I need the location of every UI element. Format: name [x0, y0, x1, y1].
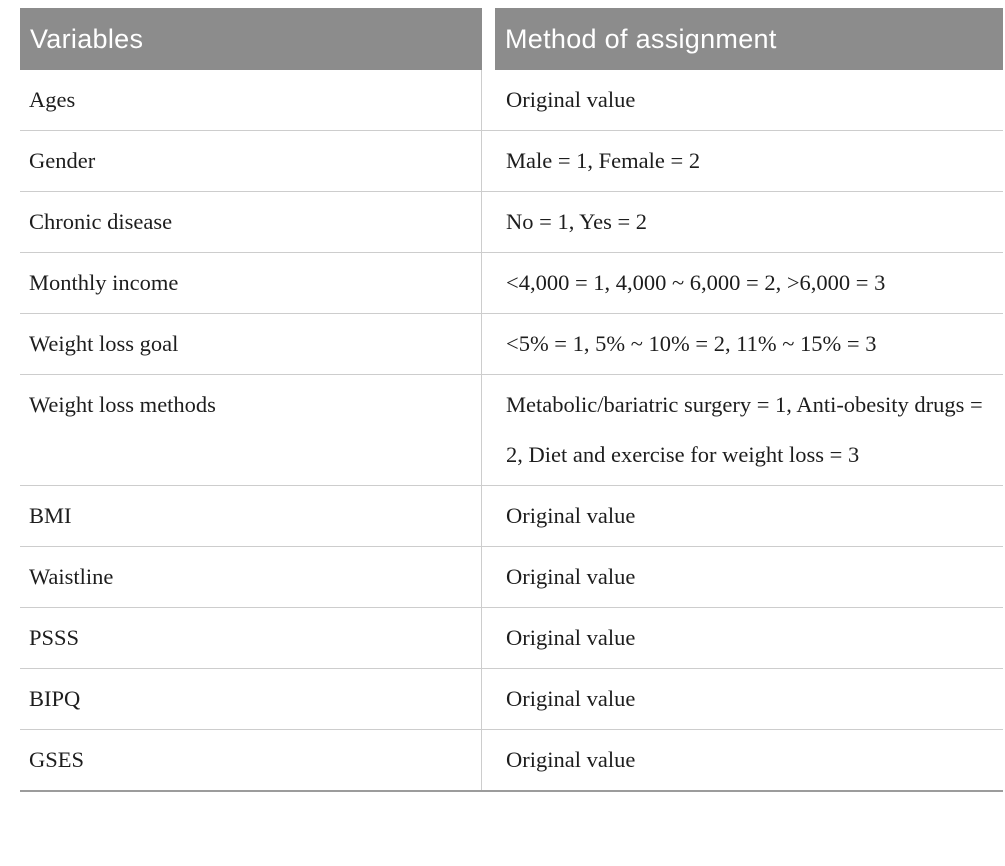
method-cell: Original value — [506, 747, 636, 772]
variable-cell: Chronic disease — [20, 192, 482, 252]
method-cell: No = 1, Yes = 2 — [506, 209, 648, 234]
table-row — [20, 547, 1003, 608]
table-row — [20, 375, 1003, 486]
variable-cell: BMI — [20, 486, 482, 546]
variable-cell: Weight loss goal — [20, 314, 482, 374]
assignment-table — [20, 8, 1003, 792]
table-row — [20, 486, 1003, 547]
variable-cell: Monthly income — [20, 253, 482, 313]
method-cell: Original value — [506, 625, 636, 650]
table-row — [20, 608, 1003, 669]
method-cell: Original value — [506, 503, 636, 528]
table-body — [20, 70, 1003, 790]
method-cell: Male = 1, Female = 2 — [506, 148, 701, 173]
method-cell: Original value — [506, 564, 636, 589]
variable-cell: Weight loss methods — [20, 375, 482, 485]
variable-cell: Waistline — [20, 547, 482, 607]
method-cell: Original value — [506, 686, 636, 711]
column-header-variables: Variables — [20, 8, 482, 70]
method-cell: Metabolic/bariatric surgery = 1, Anti-obesity drugs = 2, Diet and exercise for weight loss = 3 — [506, 392, 983, 467]
variable-cell: GSES — [20, 730, 482, 790]
variable-cell: Ages — [20, 70, 482, 130]
variable-cell: Gender — [20, 131, 482, 191]
table-header-row — [20, 8, 1003, 70]
column-header-method: Method of assignment — [495, 8, 1003, 70]
variable-cell: PSSS — [20, 608, 482, 668]
table-row — [20, 730, 1003, 790]
table-row — [20, 70, 1003, 131]
table-row — [20, 192, 1003, 253]
table-row — [20, 314, 1003, 375]
table-row — [20, 253, 1003, 314]
table-row — [20, 131, 1003, 192]
method-cell: <4,000 = 1, 4,000 ~ 6,000 = 2, >6,000 = 3 — [506, 270, 886, 295]
method-cell: Original value — [506, 87, 636, 112]
variable-cell: BIPQ — [20, 669, 482, 729]
table-row — [20, 669, 1003, 730]
method-cell: <5% = 1, 5% ~ 10% = 2, 11% ~ 15% = 3 — [506, 331, 877, 356]
